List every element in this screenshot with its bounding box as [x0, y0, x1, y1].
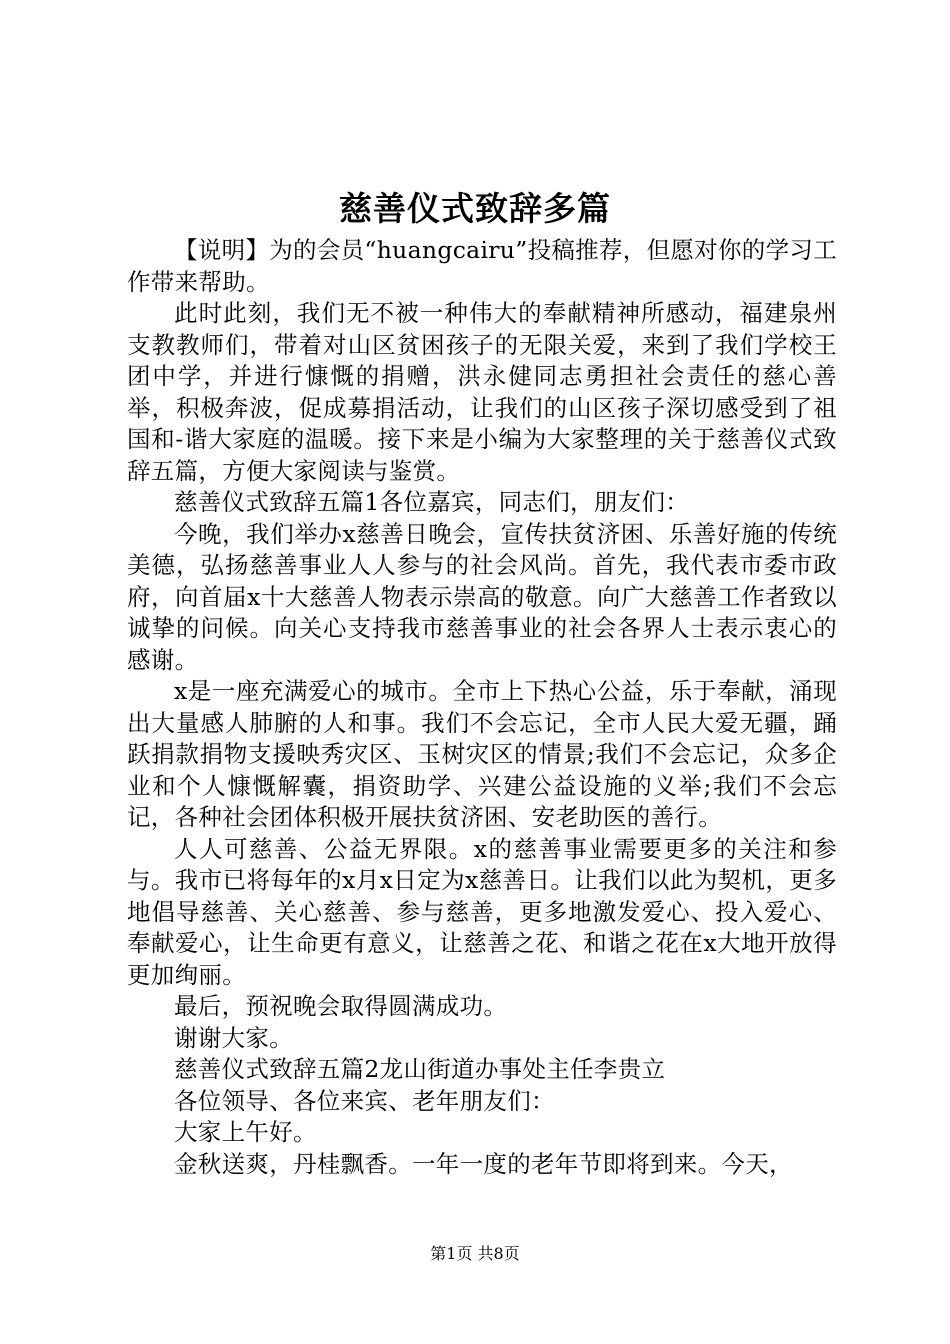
paragraph-speech1-heading: 慈善仪式致辞五篇1各位嘉宾，同志们，朋友们：	[174, 488, 690, 516]
paragraph-intro: 此时此刻，我们无不被一种伟大的奉献精神所感动，福建泉州支教教师们，带着对山区贫困孩子的无限关爱，来到了我们学校王团中学，并进行慷慨的捐赠，洪永健同志勇担社会责任的慈心善举，积极奔波，促成募捐活动，让我们的山区孩子深切感受到了祖国和-谐大家庭的温暖。接下来是小编为大家整理的关于慈善仪式致辞五篇，方便大家阅读与鉴赏。	[127, 299, 837, 485]
document-body	[127, 235, 837, 1180]
paragraph-speech2-greeting: 大家上午好。	[174, 1118, 317, 1146]
paragraph-speech1-wish: 最后，预祝晚会取得圆满成功。	[174, 992, 508, 1020]
paragraph-speech1-city: x是一座充满爱心的城市。全市上下热心公益，乐于奉献，涌现出大量感人肺腑的人和事。我们不会忘记，全市人民大爱无疆，踊跃捐款捐物支援映秀灾区、玉树灾区的情景;我们不会忘记，众多企业和个人慷慨解囊，捐资助学、兴建公益设施的义举;我们不会忘记，各种社会团体积极开展扶贫济困、安老助医的善行。	[127, 677, 837, 831]
paragraph-speech1-thanks: 谢谢大家。	[174, 1023, 293, 1052]
paragraph-speech2-heading: 慈善仪式致辞五篇2龙山街道办事处主任李贵立	[174, 1055, 666, 1083]
paragraph-speech1-opening: 今晚，我们举办x慈善日晚会，宣传扶贫济困、乐善好施的传统美德，弘扬慈善事业人人参与的社会风尚。首先，我代表市委市政府，向首届x十大慈善人物表示崇高的敬意。向广大慈善工作者致以诚挚的问候。向关心支持我市慈善事业的社会各界人士表示衷心的感谢。	[127, 519, 837, 674]
page-footer: 第1页 共8页	[430, 1244, 520, 1263]
paragraph-speech2-salutation: 各位领导、各位来宾、老年朋友们：	[174, 1086, 555, 1115]
document-title: 慈善仪式致辞多篇	[339, 189, 611, 228]
paragraph-speech2-opening: 金秋送爽，丹桂飘香。一年一度的老年节即将到来。今天，	[174, 1149, 793, 1178]
paragraph-note: 【说明】为的会员“huangcairu”投稿推荐，但愿对你的学习工作带来帮助。	[127, 236, 837, 296]
paragraph-speech1-charity: 人人可慈善、公益无界限。x的慈善事业需要更多的关注和参与。我市已将每年的x月x日定为x慈善日。让我们以此为契机，更多地倡导慈善、关心慈善、参与慈善，更多地激发爱心、投入爱心、奉献爱心，让生命更有意义，让慈善之花、和谐之花在x大地开放得更加绚丽。	[127, 834, 837, 989]
